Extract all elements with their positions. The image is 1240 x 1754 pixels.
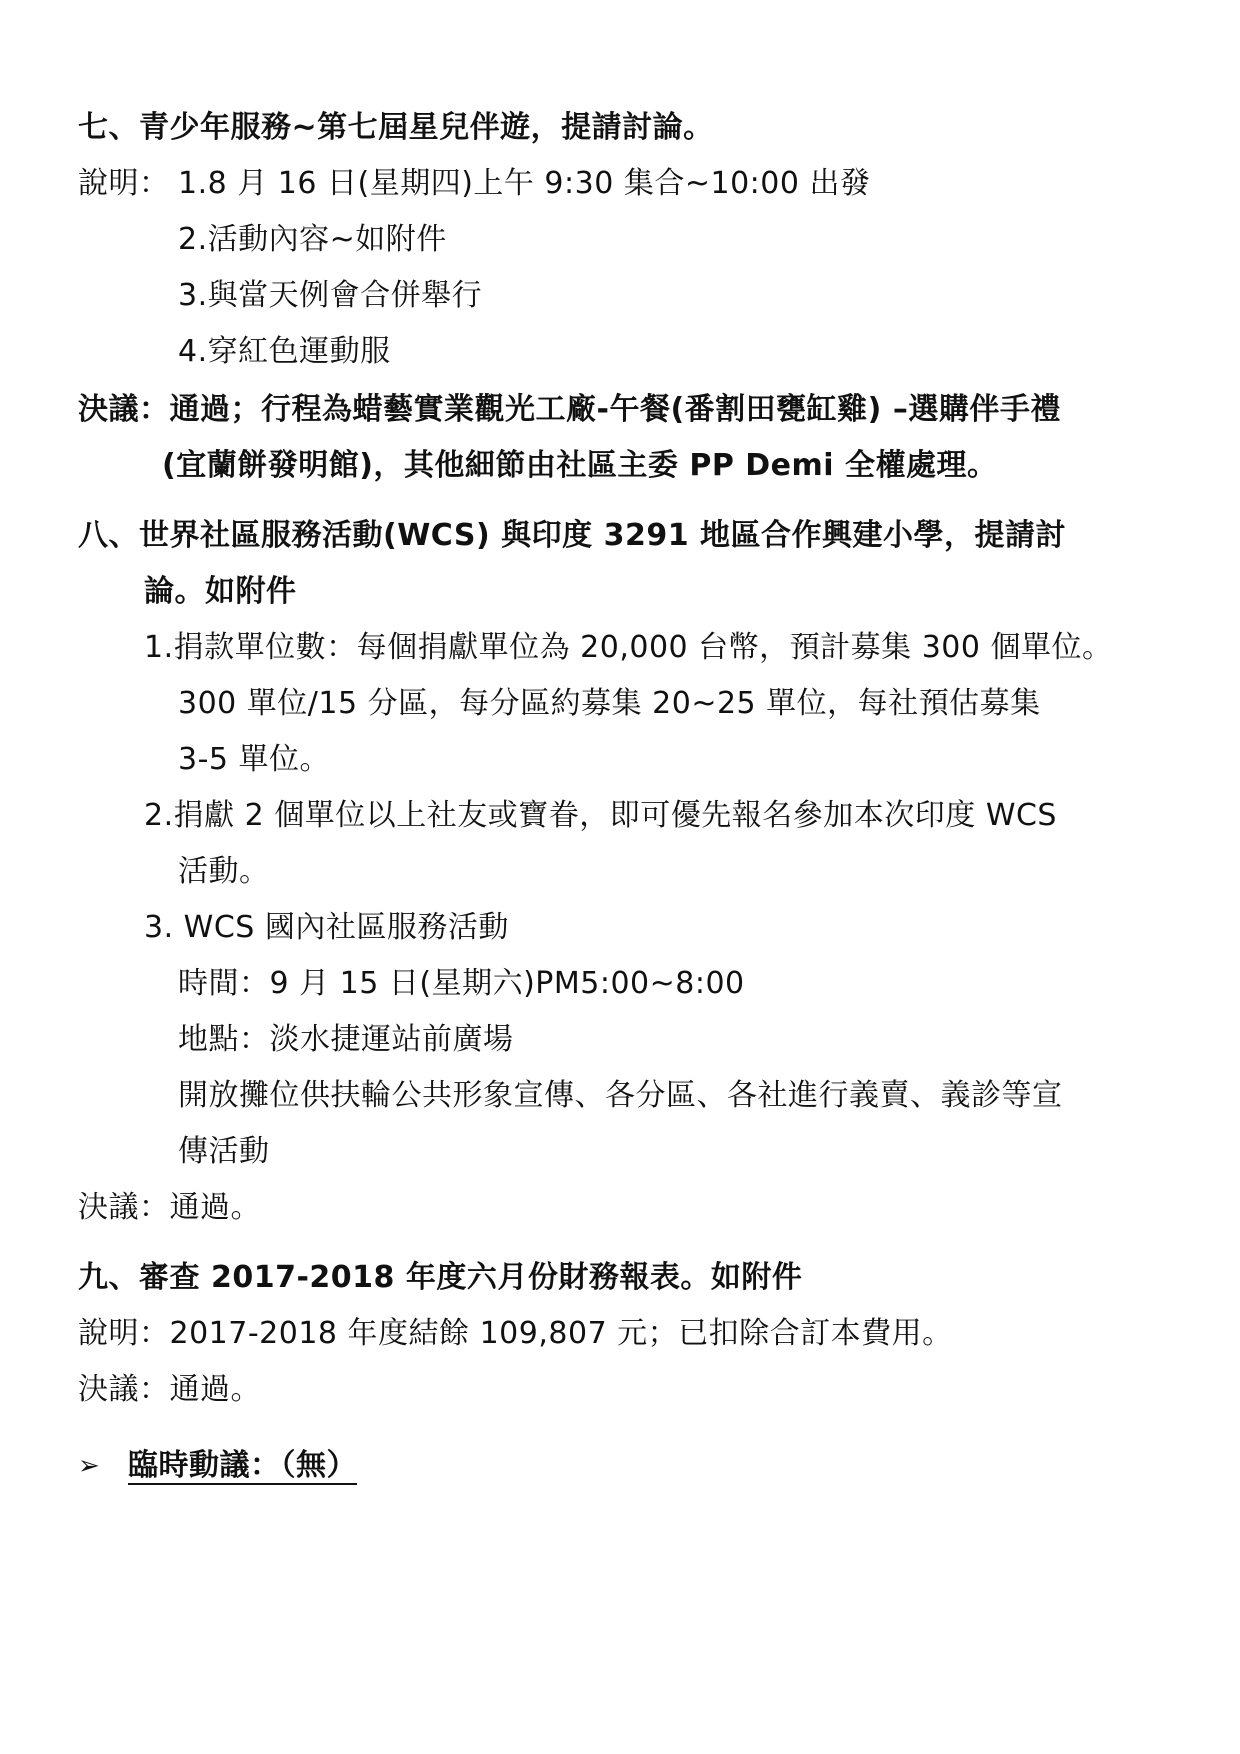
section8-item1-line2: 300 單位/15 分區，每分區約募集 20~25 單位，每社預估募集 (178, 686, 1041, 721)
section8-item3-place: 地點：淡水捷運站前廣場 (178, 1022, 514, 1057)
section8-item3-time: 時間：9 月 15 日(星期六)PM5:00~8:00 (178, 966, 745, 1001)
section9-desc: 說明：2017-2018 年度結餘 109,807 元；已扣除合訂本費用。 (78, 1316, 953, 1351)
section7-item-2: 2.活動內容~如附件 (178, 222, 447, 257)
section8-item3-line1: 3. WCS 國內社區服務活動 (144, 910, 509, 945)
section8-heading-line2: 論。如附件 (144, 574, 297, 609)
section7-resolution-line2: (宜蘭餅發明館)，其他細節由社區主委 PP Demi 全權處理。 (162, 448, 998, 483)
section8-item2-line1: 2.捐獻 2 個單位以上社友或寶眷，即可優先報名參加本次印度 WCS (144, 798, 1057, 833)
section8-item3-desc-line2: 傳活動 (178, 1134, 270, 1169)
section7-desc-label: 說明： (78, 166, 170, 201)
section8-resolution: 決議：通過。 (78, 1190, 261, 1225)
arrow-bullet-icon: ➢ (78, 1451, 100, 1481)
section7-resolution-line1: 決議：通過；行程為蜡藝實業觀光工廠-午餐(番割田甕缸雞) –選購伴手禮 (78, 392, 1061, 427)
extempore-label: 臨時動議：（無） (128, 1448, 357, 1483)
section8-item2-line2: 活動。 (178, 854, 270, 889)
section7-item-4: 4.穿紅色運動服 (178, 334, 391, 369)
section7-item-1: 1.8 月 16 日(星期四)上午 9:30 集合~10:00 出發 (178, 166, 871, 201)
section8-heading-line1: 八、世界社區服務活動(WCS) 與印度 3291 地區合作興建小學，提請討 (78, 518, 1067, 553)
section8-item1-line1: 1.捐款單位數：每個捐獻單位為 20,000 台幣，預計募集 300 個單位。 (144, 630, 1113, 665)
section9-heading: 九、審查 2017-2018 年度六月份財務報表。如附件 (78, 1260, 803, 1295)
section7-heading: 七、青少年服務~第七屆星兒伴遊，提請討論。 (78, 110, 714, 145)
section7-item-3: 3.與當天例會合併舉行 (178, 278, 483, 313)
section9-resolution: 決議：通過。 (78, 1372, 261, 1407)
section8-item1-line3: 3-5 單位。 (178, 742, 331, 777)
section8-item3-desc-line1: 開放攤位供扶輪公共形象宣傳、各分區、各社進行義賣、義診等宣 (178, 1078, 1063, 1113)
